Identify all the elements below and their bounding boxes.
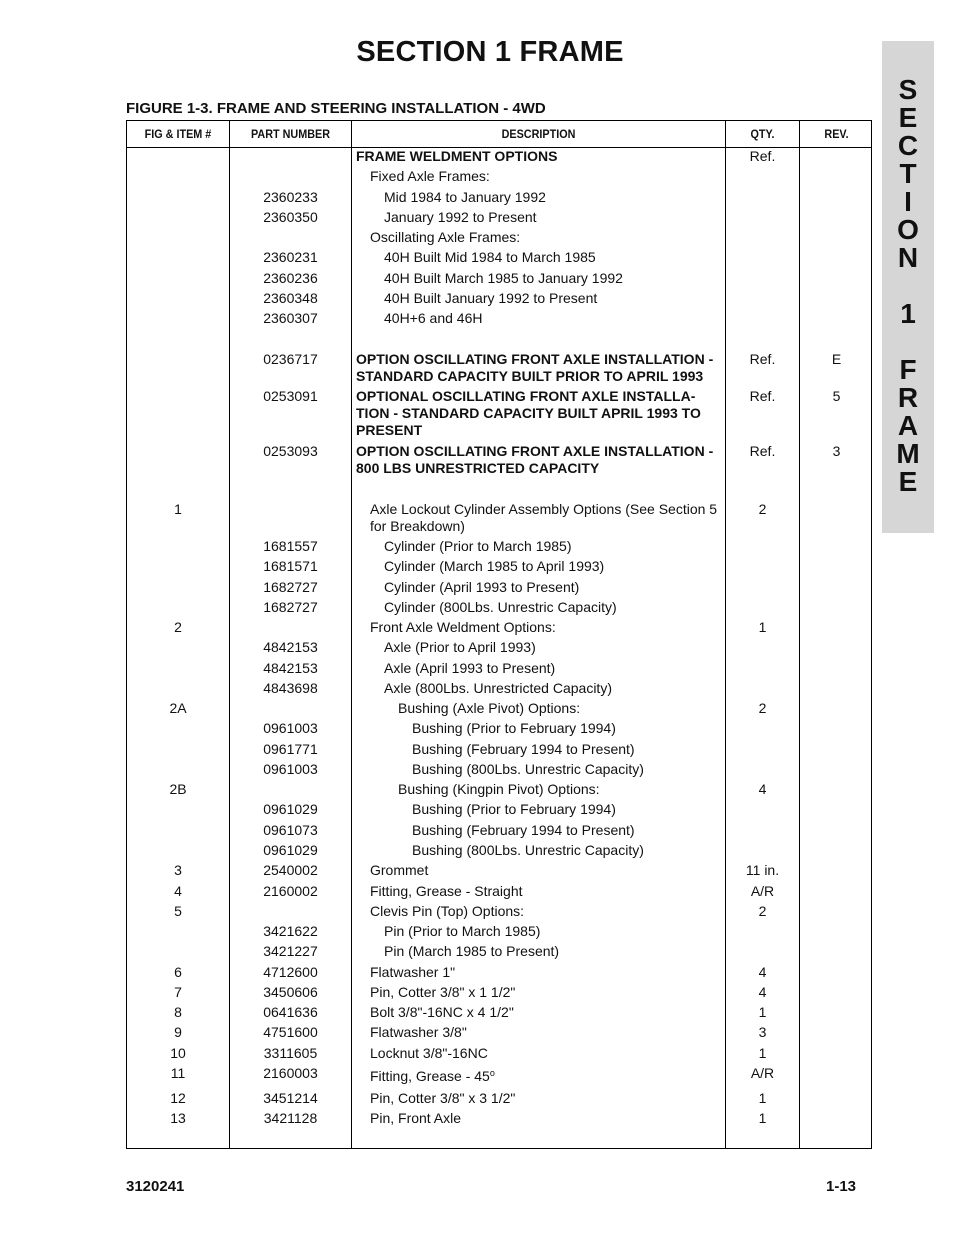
part-number-cell: 3311605 bbox=[263, 1045, 318, 1061]
part-number-cell: 0253091 bbox=[263, 388, 318, 404]
description-text: Bushing (February 1994 to Present) bbox=[412, 822, 635, 838]
description-cell bbox=[412, 720, 719, 737]
fig-item-cell: 7 bbox=[174, 984, 182, 1000]
qty-cell: 4 bbox=[758, 984, 767, 1000]
description-cell bbox=[384, 943, 719, 960]
description-text: Pin (March 1985 to Present) bbox=[384, 943, 560, 959]
description-cell bbox=[398, 700, 719, 717]
part-number-cell: 3421128 bbox=[263, 1110, 318, 1126]
description-cell bbox=[370, 984, 719, 1001]
description-cell bbox=[370, 1068, 719, 1085]
description-text: Bushing (Prior to February 1994) bbox=[412, 801, 616, 817]
description-text: 40H Built Mid 1984 to March 1985 bbox=[384, 249, 596, 265]
description-text: Cylinder (Prior to March 1985) bbox=[384, 538, 572, 554]
part-number-cell: 2360348 bbox=[263, 290, 318, 306]
part-number-cell: 1681571 bbox=[263, 558, 318, 574]
description-text: Locknut 3/8"-16NC bbox=[370, 1045, 488, 1061]
part-number-cell: 0961029 bbox=[263, 801, 318, 817]
qty-cell: A/R bbox=[750, 883, 775, 899]
part-number-cell: 3421622 bbox=[263, 923, 318, 939]
qty-cell: 1 bbox=[758, 619, 767, 635]
qty-cell: Ref. bbox=[749, 443, 776, 459]
side-tab-letter: O bbox=[897, 214, 919, 245]
fig-item-cell: 13 bbox=[170, 1110, 186, 1126]
part-number-cell: 3450606 bbox=[263, 984, 318, 1000]
part-number-cell: 0641636 bbox=[263, 1004, 318, 1020]
fig-item-cell: 2B bbox=[169, 781, 187, 797]
part-number-cell: 0961003 bbox=[263, 761, 318, 777]
description-text: Bushing (February 1994 to Present) bbox=[412, 741, 635, 757]
part-number-cell: 2360231 bbox=[263, 249, 318, 265]
description-text: Fitting, Grease - 45 bbox=[370, 1068, 490, 1084]
description-text: Fitting, Grease - Straight bbox=[370, 883, 523, 899]
qty-cell: 2 bbox=[758, 700, 767, 716]
description-cell bbox=[384, 538, 719, 555]
side-tab-letter: 1 bbox=[900, 298, 916, 329]
description-cell bbox=[356, 351, 719, 385]
description-cell bbox=[384, 310, 719, 327]
description-cell bbox=[370, 883, 719, 900]
part-number-cell: 0961771 bbox=[263, 741, 318, 757]
description-text: Flatwasher 1" bbox=[370, 964, 456, 980]
description-text: Front Axle Weldment Options: bbox=[370, 619, 556, 635]
description-text: Fixed Axle Frames: bbox=[370, 168, 490, 184]
description-text: Mid 1984 to January 1992 bbox=[384, 189, 546, 205]
description-cell bbox=[370, 619, 719, 636]
part-number-cell: 3421227 bbox=[263, 943, 318, 959]
part-number-cell: 2160003 bbox=[263, 1065, 318, 1081]
description-cell bbox=[370, 1004, 719, 1021]
figure-title: FIGURE 1-3. FRAME AND STEERING INSTALLATION - 4WD bbox=[126, 100, 546, 117]
description-cell bbox=[412, 801, 719, 818]
description-cell bbox=[412, 741, 719, 758]
description-text: Axle Lockout Cylinder Assembly Options (See Section 5 for Breakdown) bbox=[370, 501, 718, 534]
column-divider bbox=[351, 121, 352, 1148]
part-number-cell: 4712600 bbox=[263, 964, 318, 980]
document-number: 3120241 bbox=[126, 1178, 185, 1195]
qty-cell: Ref. bbox=[749, 351, 776, 367]
description-text: Bushing (Prior to February 1994) bbox=[412, 720, 616, 736]
description-text: January 1992 to Present bbox=[384, 209, 537, 225]
description-cell bbox=[370, 1110, 719, 1127]
description-text: 40H Built January 1992 to Present bbox=[384, 290, 598, 306]
description-cell bbox=[384, 923, 719, 940]
part-number-cell: 4842153 bbox=[263, 639, 318, 655]
rev-cell: 5 bbox=[832, 388, 841, 404]
side-tab-letter: R bbox=[897, 382, 919, 413]
description-text: Pin, Cotter 3/8" x 1 1/2" bbox=[370, 984, 516, 1000]
part-number-cell: 4842153 bbox=[263, 660, 318, 676]
description-text: Grommet bbox=[370, 862, 429, 878]
side-tab-letter: E bbox=[898, 466, 918, 497]
description-cell bbox=[384, 639, 719, 656]
header-qty: QTY. bbox=[750, 127, 775, 141]
fig-item-cell: 2A bbox=[169, 700, 187, 716]
description-text: Bolt 3/8"-16NC x 4 1/2" bbox=[370, 1004, 514, 1020]
part-number-cell: 4751600 bbox=[263, 1024, 318, 1040]
description-cell bbox=[370, 1045, 719, 1062]
description-text: Clevis Pin (Top) Options: bbox=[370, 903, 525, 919]
description-cell bbox=[356, 443, 719, 477]
part-number-cell: 2540002 bbox=[263, 862, 318, 878]
description-cell bbox=[384, 270, 719, 287]
part-number-cell: 1681557 bbox=[263, 538, 318, 554]
description-cell bbox=[384, 209, 719, 226]
degree-superscript: o bbox=[489, 1068, 495, 1078]
description-cell bbox=[370, 862, 719, 879]
part-number-cell: 0961003 bbox=[263, 720, 318, 736]
fig-item-cell: 12 bbox=[170, 1090, 186, 1106]
part-number-cell: 4843698 bbox=[263, 680, 318, 696]
side-tab-letter: F bbox=[899, 354, 917, 385]
description-text: Pin, Cotter 3/8" x 3 1/2" bbox=[370, 1090, 516, 1106]
description-text: Pin (Prior to March 1985) bbox=[384, 923, 541, 939]
description-text: Axle (Prior to April 1993) bbox=[384, 639, 536, 655]
header-part-number: PART NUMBER bbox=[250, 127, 331, 141]
description-text: Bushing (Axle Pivot) Options: bbox=[398, 700, 581, 716]
part-number-cell: 1682727 bbox=[263, 599, 318, 615]
qty-cell: Ref. bbox=[749, 388, 776, 404]
description-text: Bushing (800Lbs. Unrestric Capacity) bbox=[412, 842, 644, 858]
fig-item-cell: 2 bbox=[174, 619, 182, 635]
part-number-cell: 0961029 bbox=[263, 842, 318, 858]
qty-cell: 4 bbox=[758, 781, 767, 797]
description-cell bbox=[370, 964, 719, 981]
description-text: Bushing (800Lbs. Unrestric Capacity) bbox=[412, 761, 644, 777]
fig-item-cell: 8 bbox=[174, 1004, 182, 1020]
description-text: Axle (800Lbs. Unrestricted Capacity) bbox=[384, 680, 612, 696]
description-cell bbox=[398, 781, 719, 798]
part-number-cell: 0961073 bbox=[263, 822, 318, 838]
description-cell bbox=[356, 148, 719, 165]
fig-item-cell: 3 bbox=[174, 862, 182, 878]
header-rev: REV. bbox=[824, 127, 849, 141]
description-text: 40H+6 and 46H bbox=[384, 310, 483, 326]
header-description: DESCRIPTION bbox=[501, 127, 576, 141]
description-cell bbox=[370, 168, 719, 185]
description-cell bbox=[412, 842, 719, 859]
header-fig-item: FIG & ITEM # bbox=[144, 127, 212, 141]
part-number-cell: 2360350 bbox=[263, 209, 318, 225]
part-number-cell: 3451214 bbox=[263, 1090, 318, 1106]
description-cell bbox=[356, 388, 719, 439]
description-text: OPTION OSCILLATING FRONT AXLE INSTALLATION - STANDARD CAPACITY BUILT PRIOR TO APRIL 1993 bbox=[356, 351, 714, 384]
section-side-tab bbox=[882, 41, 934, 533]
description-cell bbox=[370, 229, 719, 246]
description-text: Cylinder (April 1993 to Present) bbox=[384, 579, 580, 595]
description-cell bbox=[384, 290, 719, 307]
qty-cell: 1 bbox=[758, 1004, 767, 1020]
fig-item-cell: 1 bbox=[174, 501, 182, 517]
description-cell bbox=[412, 822, 719, 839]
description-text: Cylinder (800Lbs. Unrestric Capacity) bbox=[384, 599, 617, 615]
rev-cell: 3 bbox=[832, 443, 841, 459]
part-number-cell: 1682727 bbox=[263, 579, 318, 595]
description-text: OPTION OSCILLATING FRONT AXLE INSTALLATION - 800 LBS UNRESTRICTED CAPACITY bbox=[356, 443, 714, 476]
description-cell bbox=[384, 599, 719, 616]
description-cell bbox=[384, 189, 719, 206]
side-tab-letter: I bbox=[904, 186, 912, 217]
qty-cell: 1 bbox=[758, 1110, 767, 1126]
side-tab-letter: M bbox=[896, 438, 920, 469]
description-cell bbox=[370, 501, 719, 535]
fig-item-cell: 4 bbox=[174, 883, 182, 899]
fig-item-cell: 11 bbox=[170, 1065, 186, 1081]
description-text: Axle (April 1993 to Present) bbox=[384, 660, 556, 676]
qty-cell: 1 bbox=[758, 1045, 767, 1061]
side-tab-letter: C bbox=[897, 130, 919, 161]
description-cell bbox=[384, 249, 719, 266]
page-number: 1-13 bbox=[826, 1178, 857, 1195]
description-text: Flatwasher 3/8" bbox=[370, 1024, 467, 1040]
part-number-cell: 2360233 bbox=[263, 189, 318, 205]
side-tab-letter: A bbox=[897, 410, 919, 441]
description-text: 40H Built March 1985 to January 1992 bbox=[384, 270, 623, 286]
description-text: Cylinder (March 1985 to April 1993) bbox=[384, 558, 605, 574]
qty-cell: 2 bbox=[758, 501, 767, 517]
fig-item-cell: 6 bbox=[174, 964, 182, 980]
description-text: Pin, Front Axle bbox=[370, 1110, 462, 1126]
column-divider bbox=[799, 121, 800, 1148]
qty-cell: 2 bbox=[758, 903, 767, 919]
qty-cell: Ref. bbox=[749, 148, 776, 164]
part-number-cell: 2360307 bbox=[263, 310, 318, 326]
fig-item-cell: 5 bbox=[174, 903, 182, 919]
fig-item-cell: 9 bbox=[174, 1024, 182, 1040]
parts-table bbox=[126, 120, 872, 1149]
description-text: Bushing (Kingpin Pivot) Options: bbox=[398, 781, 600, 797]
part-number-cell: 0253093 bbox=[263, 443, 318, 459]
side-tab-letter: E bbox=[898, 102, 918, 133]
qty-cell: A/R bbox=[750, 1065, 775, 1081]
description-cell bbox=[384, 680, 719, 697]
part-number-cell: 2160002 bbox=[263, 883, 318, 899]
description-cell bbox=[384, 558, 719, 575]
part-number-cell: 2360236 bbox=[263, 270, 318, 286]
description-cell bbox=[370, 903, 719, 920]
qty-cell: 4 bbox=[758, 964, 767, 980]
description-cell bbox=[370, 1090, 719, 1107]
description-text: FRAME WELDMENT OPTIONS bbox=[356, 148, 558, 164]
description-cell bbox=[384, 660, 719, 677]
description-text: Oscillating Axle Frames: bbox=[370, 229, 521, 245]
description-cell bbox=[370, 1024, 719, 1041]
qty-cell: 3 bbox=[758, 1024, 767, 1040]
side-tab-letter: T bbox=[899, 158, 917, 189]
qty-cell: 1 bbox=[758, 1090, 767, 1106]
description-cell bbox=[384, 579, 719, 596]
description-cell bbox=[412, 761, 719, 778]
rev-cell: E bbox=[831, 351, 842, 367]
qty-cell: 11 in. bbox=[745, 862, 780, 878]
side-tab-letter: N bbox=[897, 242, 919, 273]
page-title: SECTION 1 FRAME bbox=[356, 36, 624, 68]
description-text: OPTIONAL OSCILLATING FRONT AXLE INSTALLA-TION - STANDARD CAPACITY BUILT APRIL 1993 TO PRESENT bbox=[356, 388, 701, 438]
part-number-cell: 0236717 bbox=[263, 351, 318, 367]
side-tab-letter: S bbox=[898, 74, 918, 105]
fig-item-cell: 10 bbox=[170, 1045, 186, 1061]
